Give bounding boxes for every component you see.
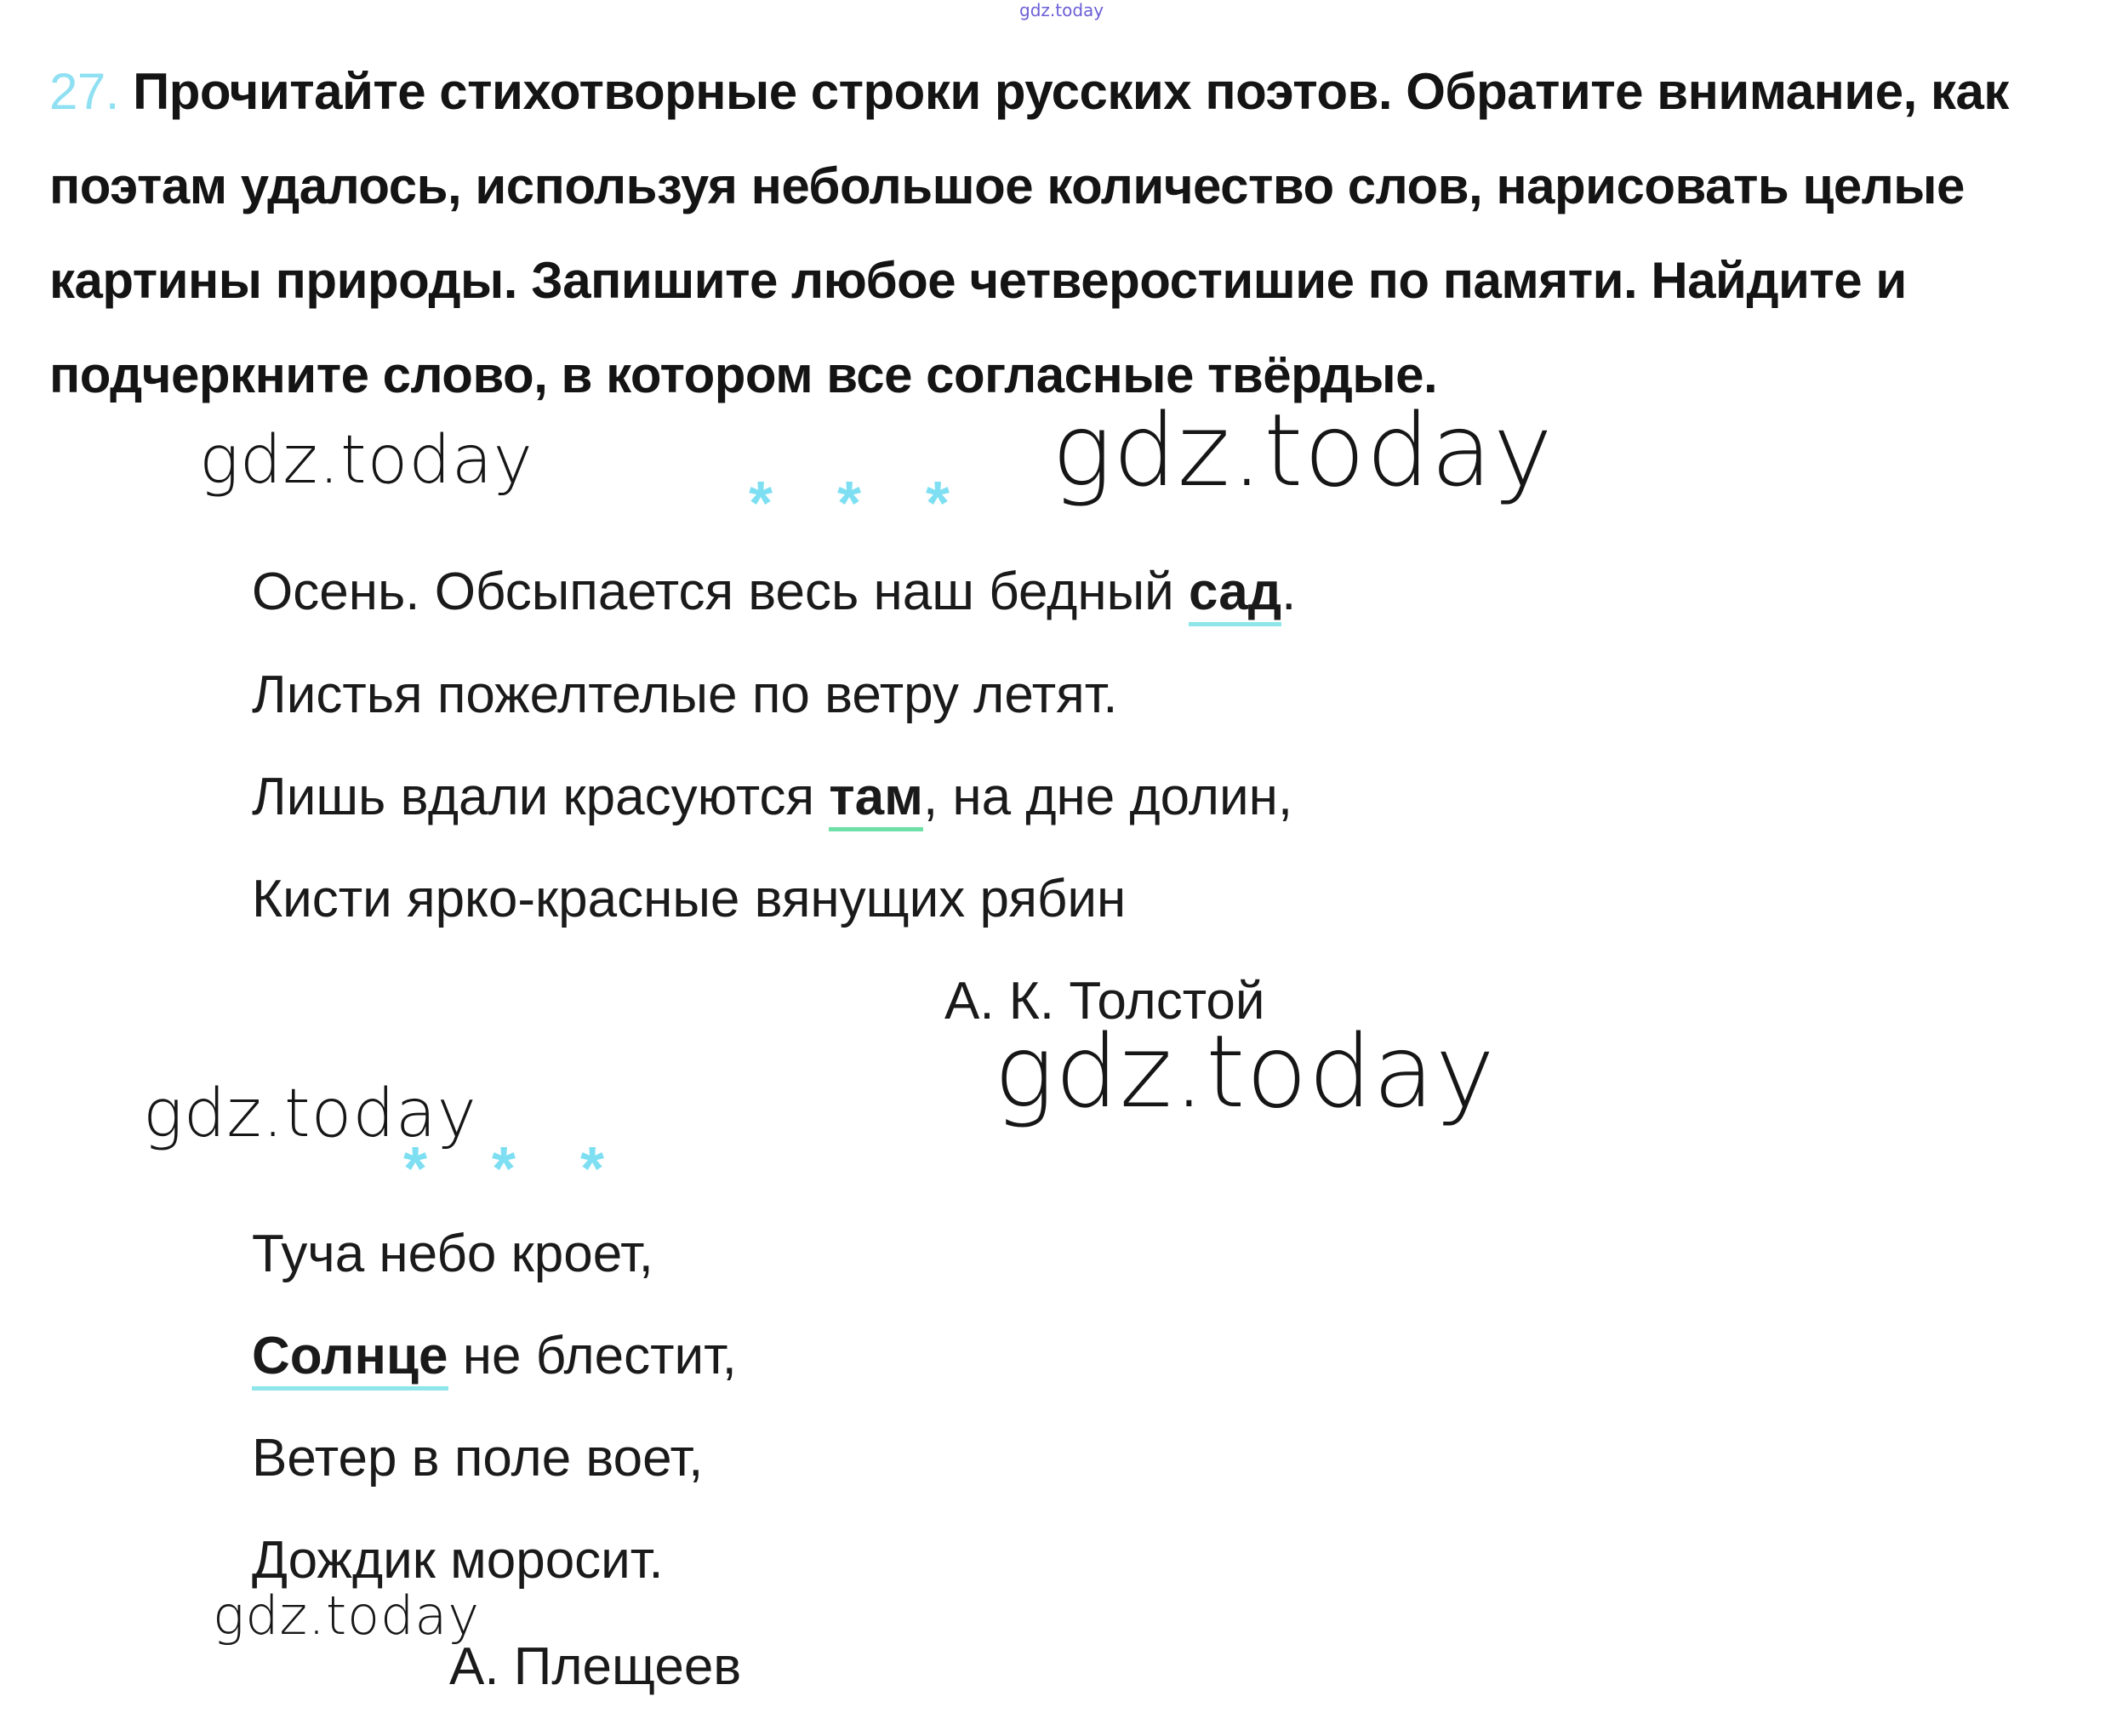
- task-instruction: [49, 44, 2074, 422]
- poem1-line-1: [252, 562, 1297, 621]
- header-watermark: gdz.today: [1019, 0, 1104, 20]
- task-number: 27.: [49, 63, 119, 120]
- watermark-1: gdz.today: [199, 422, 533, 499]
- poem1-keyword-tam: там: [829, 768, 923, 831]
- poem1-line-1-text: Осень. Обсыпается весь наш бедный: [252, 562, 1189, 621]
- poem2-author: А. Плещеев: [449, 1637, 742, 1696]
- poem1-line-3-end: , на дне долин,: [922, 768, 1293, 826]
- poem1-keyword-sad: сад: [1189, 562, 1281, 626]
- poem2-line-4-text: Дождик моросит.: [252, 1531, 664, 1590]
- poem1-line-1-end: .: [1281, 562, 1297, 621]
- poem2-stars: * * *: [403, 1135, 629, 1203]
- poem2-line-1-text: Туча небо кроет,: [252, 1225, 653, 1283]
- poem1-author: А. К. Толстой: [944, 972, 1265, 1031]
- poem2-line-1: [252, 1225, 653, 1283]
- poem1-line-3: [252, 768, 1293, 826]
- poem2-line-3: [252, 1429, 704, 1488]
- poem2-line-3-text: Ветер в поле воет,: [252, 1429, 704, 1488]
- poem2-line-2-end: не блестит,: [448, 1327, 737, 1385]
- poem2-keyword-solntse: Солнце: [252, 1327, 448, 1391]
- poem1-stars: * * *: [749, 470, 974, 538]
- poem1-line-4-text: Кисти ярко-красные вянущих рябин: [252, 870, 1127, 928]
- poem1-line-4: [252, 870, 1127, 928]
- poem1-line-3-text: Лишь вдали красуются: [252, 768, 830, 826]
- watermark-5: gdz.today: [213, 1585, 481, 1647]
- watermark-4: gdz.today: [143, 1076, 477, 1152]
- watermark-2: gdz.today: [1052, 391, 1554, 509]
- task-text: Прочитайте стихотворные строки русских поэтов. Обратите внимание, как поэтам удалось, используя небольшое количество слов, нарисовать целые картины природы. Запишите любое четверостишие по памяти. Найдите и подчеркните слово, в котором все согласные твёрдые.: [49, 63, 2009, 403]
- poem2-line-4: [252, 1531, 664, 1590]
- poem1-line-2-text: Листья пожелтелые по ветру летят.: [252, 665, 1118, 724]
- poem1-line-2: [252, 665, 1118, 724]
- watermark-3: gdz.today: [994, 1013, 1496, 1130]
- poem2-line-2: [252, 1327, 737, 1385]
